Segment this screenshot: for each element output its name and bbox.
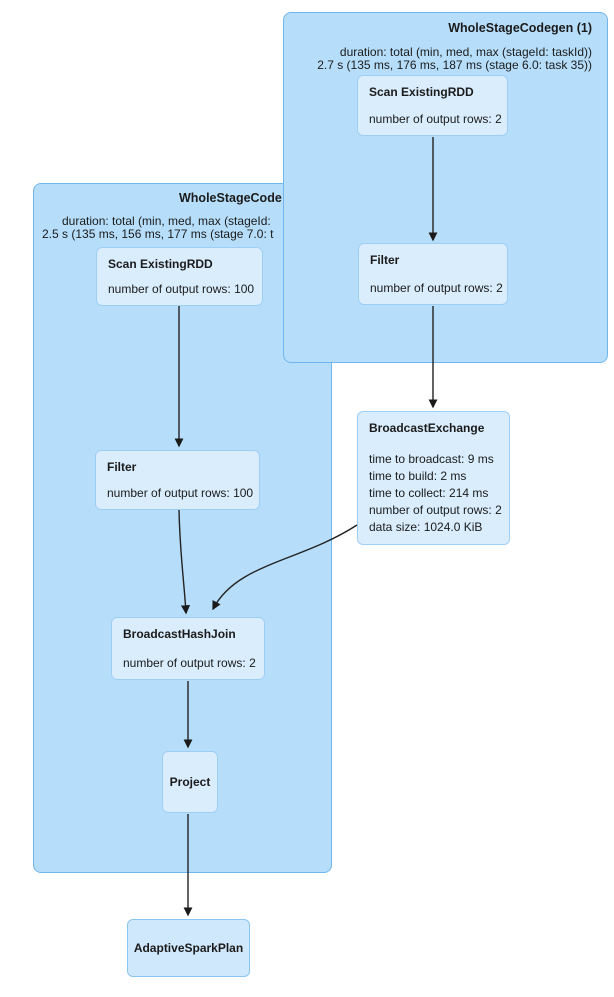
node-title: BroadcastHashJoin xyxy=(123,627,236,641)
node-title: AdaptiveSparkPlan xyxy=(133,941,244,955)
node-broadcast-exchange[interactable] xyxy=(357,411,510,545)
node-metric: number of output rows: 100 xyxy=(107,486,254,500)
cluster-duration-line2: 2.7 s (135 ms, 176 ms, 187 ms (stage 6.0: task 35)) xyxy=(317,58,592,72)
node-title: Filter xyxy=(370,253,400,267)
node-metric: number of output rows: 2 xyxy=(370,281,503,295)
cluster-duration-line1: duration: total (min, med, max (stageId: xyxy=(62,214,271,228)
node-metric: number of output rows: 2 xyxy=(123,656,256,670)
cluster-title: WholeStageCodegen (1) xyxy=(448,21,592,35)
node-metric: number of output rows: 2 xyxy=(369,503,502,517)
node-metric: time to broadcast: 9 ms xyxy=(369,452,494,466)
node-adaptive-spark-plan[interactable] xyxy=(127,919,250,977)
node-title: Filter xyxy=(107,460,137,474)
node-scan-existingrdd-2[interactable] xyxy=(96,247,263,306)
node-scan-existingrdd-1[interactable] xyxy=(357,75,508,136)
node-project[interactable] xyxy=(162,751,218,813)
node-broadcast-hash-join[interactable] xyxy=(111,617,265,680)
node-metric: data size: 1024.0 KiB xyxy=(369,520,483,534)
node-metric: time to collect: 214 ms xyxy=(369,486,489,500)
node-metric: number of output rows: 2 xyxy=(369,112,502,126)
node-filter-2[interactable] xyxy=(95,450,260,510)
cluster-duration-line2: 2.5 s (135 ms, 156 ms, 177 ms (stage 7.0: t xyxy=(42,227,274,241)
node-title: BroadcastExchange xyxy=(369,421,485,435)
cluster-duration xyxy=(317,46,592,72)
node-title: Scan ExistingRDD xyxy=(369,85,474,99)
node-metric: number of output rows: 100 xyxy=(108,282,255,296)
node-title: Project xyxy=(169,775,211,789)
node-metric: time to build: 2 ms xyxy=(369,469,467,483)
cluster-title: WholeStageCode xyxy=(179,191,282,205)
cluster-wholestagecodegen-1 xyxy=(283,12,608,363)
cluster-duration-line1: duration: total (min, med, max (stageId: taskId)) xyxy=(339,45,592,59)
node-filter-1[interactable] xyxy=(358,243,508,305)
node-title: Scan ExistingRDD xyxy=(108,257,213,271)
